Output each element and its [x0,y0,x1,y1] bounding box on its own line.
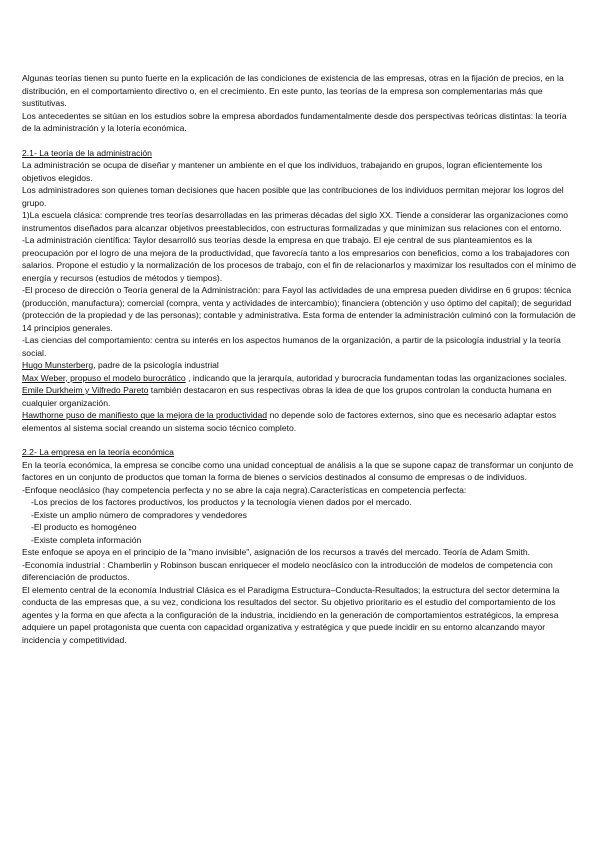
s2-bullet-3: -El producto es homogéneo [31,522,137,532]
s1-paragraph-5: -El proceso de dirección o Teoría general de la Administración: para Fayol las actividades de una empresa pueden dividirse en 6 grupos: técnica (producción, manufactura); comercial (compra, venta y actividades de intercambio); financiera (obtención y uso óptimo del capital); de seguridad (protección de la propiedad y de las personas); contable y administrativa. Esta forma de entender la administración culminó con la formulación de 14 principios generales. [22,285,576,333]
hawthorne-text: no depende solo de factores externos, sino que es necesario adaptar estos elementos al sistema social creando un sistema socio técnico completo. [22,410,557,433]
s1-line-munsterberg [22,359,578,372]
s2-paragraph-1: En la teoría económica, la empresa se concibe como una unidad conceptual de análisis a la que se supone capaz de transformar un conjunto de factores en un conjunto de productos que toman la forma de bienes o servicios destinados al consumo de empresas o de individuos. [22,459,574,482]
s1-line-weber [22,372,578,385]
s2-bullet-2: -Existe un amplio número de compradores y vendedores [31,509,247,520]
s2-bullet-1: -Los precios de los factores productivos, los productos y la tecnología vienen dados por el mercado. [31,497,412,507]
section-1-heading: 2.1- La teoría de la administración [22,147,152,158]
s2-paragraph-3: Este enfoque se apoya en el principio de la "mano invisible", asignación de los recursos a través del mercado. Teoría de Adam Smith. [22,547,531,557]
s1-line-durkheim [22,384,578,409]
intro-paragraph-1: Algunas teorías tienen su punto fuerte en la explicación de las condiciones de existencia de las empresas, otras en la fijación de precios, en la distribución, en el comportamiento directivo o, en el crecimiento. En este punto, las teorías de la empresa son complementarias más que sustitutivas. [22,73,564,108]
weber-name: Max Weber, propuso el modelo burocrático [22,372,186,383]
s2-bullet-4: -Existe completa información [31,534,142,545]
munsterberg-text: , padre de la psicología industrial [93,360,219,370]
s1-paragraph-2: Los administradores son quienes toman decisiones que hacen posible que las contribuciones de los individuos permitan mejorar los logros del grupo. [22,185,564,208]
intro-paragraph-2: Los antecedentes se sitúan en los estudios sobre la empresa abordados fundamentalmente desde dos perspectivas teóricas distintas: la teoría de la administración y la lotería económica. [22,110,567,133]
s2-paragraph-4: -Economía industrial : Chamberlin y Robinson buscan enriquecer el modelo neoclásico con la introducción de modelos de competencia con diferenciación de productos. [22,559,553,582]
durkheim-name: Emile Durkheim y Vilfredo Pareto [22,385,149,395]
s2-paragraph-5: El elemento central de la economía Industrial Clásica es el Paradigma Estructura–Conducta-Resultados; la estructura del sector determina la conducta de las empresas que, a su vez, condiciona los resultados del sector. Su objetivo prioritario es el estudio del comportamiento de los agentes y la forma en que afecta a la configuración de la industria, incidiendo en la generación de comportamientos estratégicos, la empresa adquiere un papel protagonista que cuenta con capacidad organizativa y estratégica y que puede incidir en su entorno alcanzando mayor incidencia y competitividad. [22,584,560,645]
s2-paragraph-2: -Enfoque neoclásico (hay competencia perfecta y no se abre la caja negra).Características en competencia perfecta: [22,484,467,495]
weber-text: , indicando que la jerarquía, autoridad y burocracia fundamentan todas las organizaciones sociales. [185,372,567,383]
munsterberg-name: Hugo Munsterberg [22,360,94,370]
s1-paragraph-3: 1)La escuela clásica: comprende tres teorías desarrolladas en las primeras décadas del siglo XX. Tiende a considerar las organizaciones como instrumentos diseñados para alcanzar objetivos preestablecidos, con estructuras formalizadas y que minimizan sus relaciones con el entorno. [22,210,568,233]
durkheim-text: también destacaron en sus respectivas obras la idea de que los grupos controlan la conducta humana en cualquier organización. [22,385,552,408]
hawthorne-name: Hawthorne puso de manifiesto que la mejora de la productividad [22,410,268,420]
s1-paragraph-1: La administración se ocupa de diseñar y mantener un ambiente en el que los individuos, trabajando en grupos, logran eficientemente los objetivos elegidos. [22,160,543,183]
s1-paragraph-4: -La administración científica: Taylor desarrolló sus teorías desde la empresa en que trabajo. El eje central de sus planteamientos es la preocupación por el logro de una mejora de la productividad, que favorecía tanto a los empresarios con beneficios, como a los trabajadores con salarios. Propone el estudio y la normalización de los procesos de trabajo, con el fin de relacionarlos y maximizar los resultados con el mínimo de energía y recursos (estudios de métodos y tiempos). [22,235,577,283]
s1-paragraph-6: -Las ciencias del comportamiento: centra su interés en los aspectos humanos de la organización, a partir de la psicología industrial y la teoría social. [22,335,561,358]
document-page [22,72,578,646]
s1-line-hawthorne [22,409,578,434]
section-2-heading: 2.2- La empresa en la teoría económica [22,447,174,457]
